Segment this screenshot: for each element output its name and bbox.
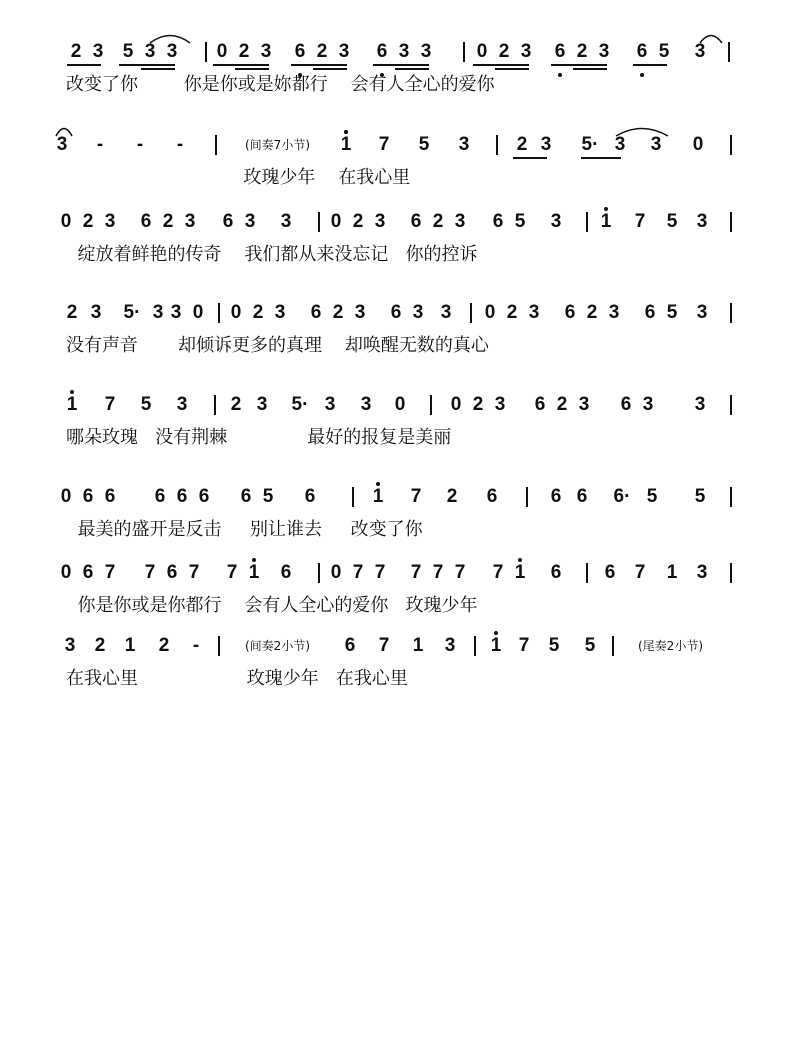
note: 0 (60, 486, 72, 507)
note: 2 (66, 302, 78, 323)
note: 3 (274, 302, 286, 323)
beam-line (213, 64, 269, 66)
note: 5 (262, 486, 274, 507)
note: 3 (578, 394, 590, 415)
bar-line (730, 487, 732, 507)
lyric-line: 哪朵玫瑰 没有荆棘 最好的报复是美丽 (66, 427, 452, 448)
note: 1 (66, 394, 78, 415)
note: 5 (548, 635, 560, 656)
lyric-line: 在我心里 玫瑰少年 在我心里 (66, 668, 408, 689)
lyric-line: 你是你或是你都行 会有人全心的爱你 玫瑰少年 (66, 595, 478, 616)
note: 6 (344, 635, 356, 656)
bar-line (728, 42, 730, 62)
lyric-line: 玫瑰少年 在我心里 (66, 167, 411, 188)
note: 0 (216, 41, 228, 62)
note: 3 (166, 41, 178, 62)
note: 6 (304, 486, 316, 507)
bar-line (730, 303, 732, 323)
note: 3 (184, 211, 196, 232)
high-dot (518, 558, 522, 562)
note: 0 (230, 302, 242, 323)
note: 3 (608, 302, 620, 323)
note: 1 (412, 635, 424, 656)
bar-line (586, 563, 588, 583)
note: 7 (518, 635, 530, 656)
note: 3 (338, 41, 350, 62)
bar-line (474, 636, 476, 656)
interlude-label: (间奏7小节) (245, 138, 310, 152)
note: 7 (432, 562, 444, 583)
note: 6 (222, 211, 234, 232)
note: 6 (620, 394, 632, 415)
note: 3 (90, 302, 102, 323)
note: 2 (446, 486, 458, 507)
note: 6 (176, 486, 188, 507)
note: 2 (316, 41, 328, 62)
low-dot (558, 73, 562, 77)
bar-line (470, 303, 472, 323)
note: 3 (256, 394, 268, 415)
note: 6 (376, 41, 388, 62)
note: 6 (564, 302, 576, 323)
note: 7 (378, 134, 390, 155)
note: 5· (123, 302, 141, 323)
lyric-line: 绽放着鲜艳的传奇 我们都从来没忘记 你的控诉 (66, 244, 478, 265)
bar-line (586, 212, 588, 232)
note: 3 (520, 41, 532, 62)
note: 3 (550, 211, 562, 232)
low-dot (640, 73, 644, 77)
note: 2 (586, 302, 598, 323)
note: 2 (352, 211, 364, 232)
note: 0 (192, 302, 204, 323)
note: 1 (600, 211, 612, 232)
note: 6 (550, 486, 562, 507)
note: 7 (188, 562, 200, 583)
note: 6 (534, 394, 546, 415)
note: 6 (294, 41, 306, 62)
note: 1 (666, 562, 678, 583)
note: 3 (152, 302, 164, 323)
note: 6 (82, 486, 94, 507)
bar-line (730, 135, 732, 155)
note: 6 (390, 302, 402, 323)
note: 5 (666, 302, 678, 323)
note: 6 (550, 562, 562, 583)
note: 5 (666, 211, 678, 232)
note: 3 (360, 394, 372, 415)
note: 3 (104, 211, 116, 232)
bar-line (730, 395, 732, 415)
note: 3 (244, 211, 256, 232)
high-dot (344, 130, 348, 134)
note: 5 (418, 134, 430, 155)
note: 5 (694, 486, 706, 507)
note: 3 (528, 302, 540, 323)
note: 7 (378, 635, 390, 656)
note: 3 (170, 302, 182, 323)
bar-line (463, 42, 465, 62)
beam-line (291, 64, 347, 66)
note: 0 (484, 302, 496, 323)
lyric-line: 没有声音 却倾诉更多的真理 却唤醒无数的真心 (66, 335, 489, 356)
note: 3 (454, 211, 466, 232)
note: 7 (104, 562, 116, 583)
note: 2 (158, 635, 170, 656)
note: 3 (176, 394, 188, 415)
note: 3 (598, 41, 610, 62)
bar-line (352, 487, 354, 507)
note: 7 (634, 211, 646, 232)
note: 6 (410, 211, 422, 232)
note: 2 (506, 302, 518, 323)
note: 2 (230, 394, 242, 415)
note: 6· (613, 486, 631, 507)
note: 3 (412, 302, 424, 323)
note: 1 (248, 562, 260, 583)
note: 2 (332, 302, 344, 323)
note: 1 (514, 562, 526, 583)
note: 3 (398, 41, 410, 62)
lyric-line: 改变了你 你是你或是妳都行 会有人全心的爱你 (66, 74, 495, 95)
note: 5 (514, 211, 526, 232)
note: 3 (444, 635, 456, 656)
beam-line (119, 64, 175, 66)
note: 2 (516, 134, 528, 155)
note: 2 (162, 211, 174, 232)
note: 6 (140, 211, 152, 232)
note: 1 (340, 134, 352, 155)
note: 0 (394, 394, 406, 415)
note: 7 (492, 562, 504, 583)
note: 0 (692, 134, 704, 155)
note: 6 (644, 302, 656, 323)
note: 3 (280, 211, 292, 232)
tie-slur (698, 32, 724, 44)
note: 6 (104, 486, 116, 507)
note: 6 (576, 486, 588, 507)
note: 7 (634, 562, 646, 583)
bar-line (205, 42, 207, 62)
note: 3 (374, 211, 386, 232)
beam-line-double (495, 68, 529, 70)
note: 3 (64, 635, 76, 656)
note: 7 (410, 486, 422, 507)
beam-line (67, 64, 101, 66)
note: 6 (280, 562, 292, 583)
bar-line (730, 212, 732, 232)
note: 2 (94, 635, 106, 656)
bar-line (218, 303, 220, 323)
high-dot (70, 390, 74, 394)
tie-slur (614, 125, 670, 137)
note: 6 (198, 486, 210, 507)
note: 2 (498, 41, 510, 62)
note: 3 (420, 41, 432, 62)
note: 3 (324, 394, 336, 415)
note: 0 (330, 211, 342, 232)
note: 3 (540, 134, 552, 155)
note: 3 (696, 211, 708, 232)
note: 3 (144, 41, 156, 62)
note: 7 (104, 394, 116, 415)
note: 0 (60, 562, 72, 583)
note: 6 (240, 486, 252, 507)
note: 1 (124, 635, 136, 656)
note: 2 (238, 41, 250, 62)
bar-line (218, 636, 220, 656)
note: 5 (584, 635, 596, 656)
note: 3 (696, 302, 708, 323)
note: 3 (354, 302, 366, 323)
bar-line (430, 395, 432, 415)
note: 6 (492, 211, 504, 232)
bar-line (730, 563, 732, 583)
note: 5· (291, 394, 309, 415)
note: 3 (458, 134, 470, 155)
beam-line (633, 64, 667, 66)
note: 6 (636, 41, 648, 62)
note: 3 (260, 41, 272, 62)
note: 0 (450, 394, 462, 415)
note: 5 (658, 41, 670, 62)
beam-line (373, 64, 429, 66)
tie-slur (148, 32, 192, 44)
note: 2 (70, 41, 82, 62)
note: 3 (440, 302, 452, 323)
note: 1 (490, 635, 502, 656)
note: 0 (60, 211, 72, 232)
beam-line-double (395, 68, 429, 70)
note: 5 (140, 394, 152, 415)
beam-line-double (141, 68, 175, 70)
note: 3 (694, 394, 706, 415)
bar-line (612, 636, 614, 656)
note: 1 (372, 486, 384, 507)
note: 7 (226, 562, 238, 583)
bar-line (318, 563, 320, 583)
note: 5· (581, 134, 599, 155)
high-dot (494, 631, 498, 635)
note: 6 (166, 562, 178, 583)
note: 2 (472, 394, 484, 415)
note: 7 (374, 562, 386, 583)
bar-line (496, 135, 498, 155)
note: 2 (432, 211, 444, 232)
beam-line (551, 64, 607, 66)
note: - (176, 134, 184, 155)
note: 2 (252, 302, 264, 323)
note: 0 (330, 562, 342, 583)
note: 5 (646, 486, 658, 507)
note: 3 (494, 394, 506, 415)
beam-line (581, 157, 621, 159)
high-dot (604, 207, 608, 211)
note: 6 (554, 41, 566, 62)
note: 3 (650, 134, 662, 155)
note: 3 (642, 394, 654, 415)
note: 0 (476, 41, 488, 62)
note: 3 (614, 134, 626, 155)
note: 3 (92, 41, 104, 62)
ending-label: (尾奏2小节) (638, 639, 703, 653)
note: 6 (310, 302, 322, 323)
tie-slur (54, 125, 74, 137)
beam-line-double (313, 68, 347, 70)
note: 3 (56, 134, 68, 155)
note: 6 (486, 486, 498, 507)
note: 6 (154, 486, 166, 507)
note: 6 (82, 562, 94, 583)
beam-line (513, 157, 547, 159)
note: 6 (604, 562, 616, 583)
note: 7 (352, 562, 364, 583)
note: 7 (410, 562, 422, 583)
note: 5 (122, 41, 134, 62)
lyric-line: 最美的盛开是反击 别让谁去 改变了你 (66, 519, 423, 540)
note: 2 (82, 211, 94, 232)
note: - (136, 134, 144, 155)
note: - (96, 134, 104, 155)
beam-line-double (573, 68, 607, 70)
beam-line (473, 64, 529, 66)
note: 3 (696, 562, 708, 583)
note: 3 (694, 41, 706, 62)
bar-line (215, 135, 217, 155)
bar-line (318, 212, 320, 232)
note: 2 (556, 394, 568, 415)
bar-line (214, 395, 216, 415)
interlude-label: (间奏2小节) (245, 639, 310, 653)
beam-line-double (235, 68, 269, 70)
high-dot (252, 558, 256, 562)
note: 7 (144, 562, 156, 583)
note: - (192, 635, 200, 656)
bar-line (526, 487, 528, 507)
note: 7 (454, 562, 466, 583)
high-dot (376, 482, 380, 486)
note: 2 (576, 41, 588, 62)
